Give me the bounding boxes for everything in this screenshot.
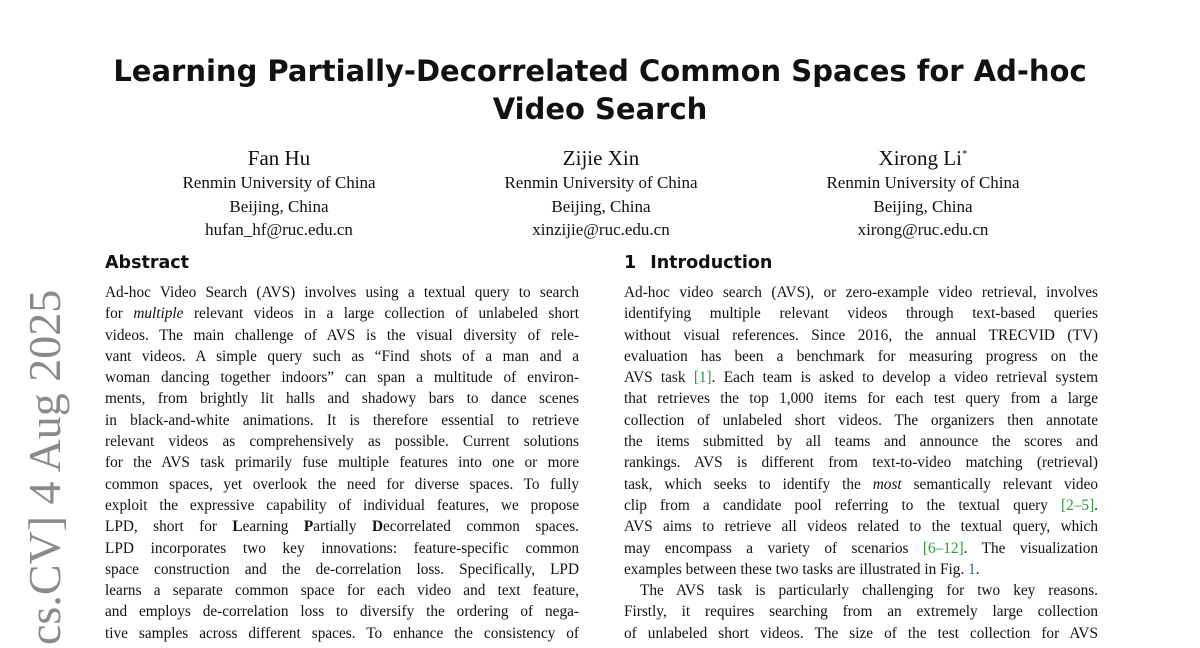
text-line: rankings. AVS is different from text-to-video matching (retrieval) (624, 454, 1098, 472)
text-line: videos. The main challenge of AVS is the visual diversity of rele- (105, 326, 579, 344)
section-title: Introduction (650, 253, 773, 273)
text-line: that retrieves the top 1,000 items for each test query from a large (624, 390, 1098, 408)
arxiv-stamp: cs.CV] 4 Aug 2025 (19, 289, 70, 645)
text-line: without visual references. Since 2016, the annual TRECVID (TV) (624, 326, 1098, 344)
text-line: identifying multiple relevant videos through text-based queries (624, 305, 1098, 323)
text-line: Firstly, it requires searching from an extremely large collection (624, 603, 1098, 621)
paper-title (100, 52, 1100, 128)
author-name: Fan Hu (247, 146, 311, 170)
abstract-section (105, 252, 579, 644)
text-line: ments, from brightly lit halls and shadowy bars to dance scenes (105, 390, 579, 408)
text-line: evaluation has been a benchmark for measuring progress on the (624, 347, 1098, 365)
introduction-body (624, 282, 1098, 644)
title-line-1: Learning Partially-Decorrelated Common Spaces for Ad-hoc (113, 54, 1087, 88)
author-block (773, 141, 1073, 242)
text-line: learns a separate common space for each video and text feature, (105, 582, 579, 600)
text-line: space construction and the de-correlation loss. Specifically, LPD (105, 560, 579, 578)
author-location: Beijing, China (551, 196, 651, 216)
text-line: clip from a candidate pool referring to the textual query [2–5]. (624, 496, 1098, 514)
author-email[interactable]: xinzijie@ruc.edu.cn (532, 220, 670, 239)
text-line: and employs de-correlation loss to diversify the ordering of nega- (105, 603, 579, 621)
text-line: collection of unlabeled short videos. The organizers then annotate (624, 411, 1098, 429)
author-block (451, 141, 751, 242)
author-email[interactable]: hufan_hf@ruc.edu.cn (205, 220, 353, 239)
author-email[interactable]: xirong@ruc.edu.cn (857, 220, 989, 239)
text-line: LPD incorporates two key innovations: feature-specific common (105, 539, 579, 557)
text-line: the items submitted by all teams and announce the scores and (624, 433, 1098, 451)
text-line: The AVS task is particularly challenging for two key reasons. (640, 582, 1098, 600)
text-line: common spaces, yet overlook the need for diverse spaces. To fully (105, 475, 579, 493)
text-line: Ad-hoc Video Search (AVS) involves using a textual query to search (105, 284, 579, 301)
author-affiliation: Renmin University of China (182, 173, 376, 192)
abstract-heading: Abstract (105, 253, 190, 273)
author-name: Xirong Li* (878, 146, 968, 170)
text-line: exploit the expressive capability of individual features, we propose (105, 496, 579, 514)
author-affiliation: Renmin University of China (826, 173, 1020, 192)
introduction-section (624, 252, 1098, 644)
text-line: tive samples across different spaces. To enhance the consistency of (105, 624, 579, 642)
citation-link[interactable]: [1] (693, 369, 712, 387)
text-line: examples between these two tasks are illustrated in Fig. 1. (624, 560, 980, 578)
text-line: woman dancing together indoors” can span a multitude of environ- (105, 369, 579, 387)
author-name: Zijie Xin (562, 146, 640, 170)
text-line: for multiple relevant videos in a large collection of unlabeled short (105, 305, 579, 323)
figure-link[interactable]: 1 (968, 560, 976, 578)
text-line: task, which seeks to identify the most semantically relevant video (624, 475, 1098, 493)
text-line: in black-and-white animations. It is therefore essential to retrieve (105, 411, 579, 429)
author-affiliation: Renmin University of China (504, 173, 698, 192)
text-line: of unlabeled short videos. The size of the test collection for AVS (624, 624, 1098, 642)
text-line: Ad-hoc video search (AVS), or zero-example video retrieval, involves (624, 284, 1098, 301)
author-block (129, 141, 429, 242)
text-line: for the AVS task primarily fuse multiple features into one or more (105, 454, 579, 472)
text-line: may encompass a variety of scenarios [6–12]. The visualization (624, 539, 1098, 557)
text-line: relevant videos as comprehensively as possible. Current solutions (105, 433, 579, 451)
text-line: vant videos. A simple query such as “Find shots of a man and a (105, 347, 579, 365)
text-line: LPD, short for Learning Partially Decorrelated common spaces. (105, 518, 579, 536)
text-line: AVS aims to retrieve all videos related to the textual query, which (624, 518, 1098, 536)
author-location: Beijing, China (873, 196, 973, 216)
author-location: Beijing, China (229, 196, 329, 216)
citation-link[interactable]: [2–5] (1061, 496, 1095, 514)
citation-link[interactable]: [6–12] (922, 539, 964, 557)
abstract-body (105, 282, 579, 644)
section-heading (624, 252, 1098, 274)
section-number: 1 (624, 253, 637, 273)
text-line: AVS task [1]. Each team is asked to develop a video retrieval system (624, 369, 1098, 387)
title-line-2: Video Search (492, 92, 708, 126)
